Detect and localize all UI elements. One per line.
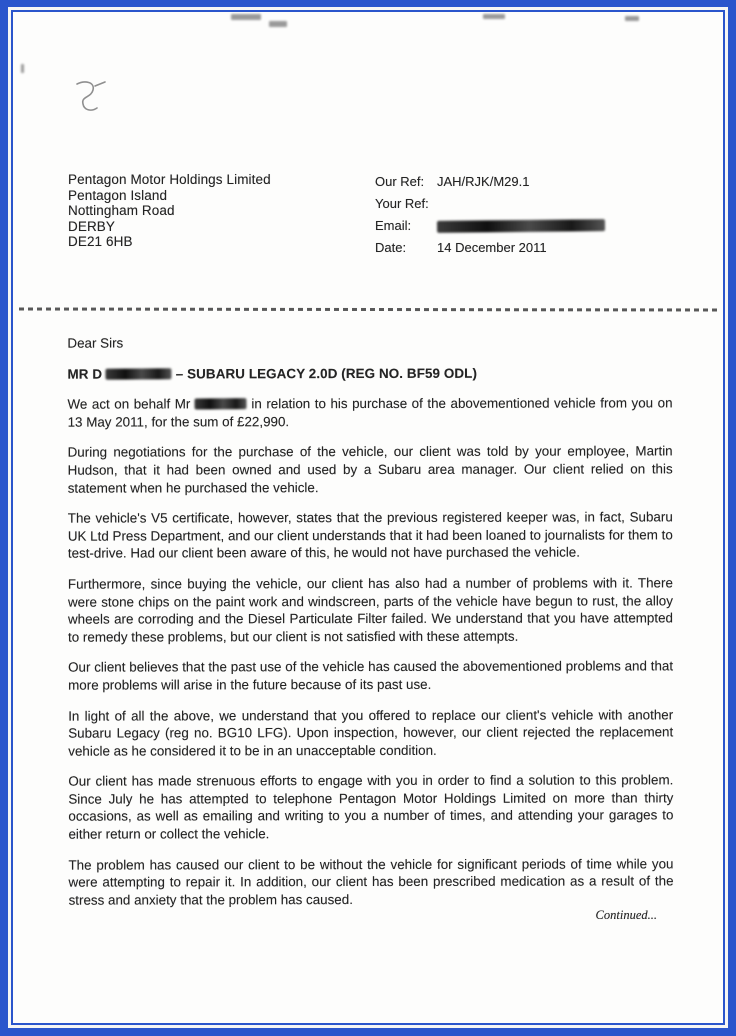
letter-page (11, 10, 725, 1025)
paragraph-opening (68, 395, 673, 431)
date-row (375, 240, 605, 262)
subject-line (67, 364, 672, 383)
address-line: Pentagon Motor Holdings Limited (68, 172, 271, 187)
redacted-name (106, 368, 172, 379)
scan-artifact (21, 64, 24, 73)
reference-block (375, 174, 605, 262)
our-ref-value: JAH/RJK/M29.1 (437, 174, 530, 189)
salutation: Dear Sirs (67, 335, 124, 351)
pen-squiggle-mark (71, 78, 113, 118)
your-ref-label: Your Ref: (375, 196, 429, 211)
address-line: DERBY (68, 218, 116, 234)
continued-marker: Continued... (595, 908, 657, 922)
scan-artifact (483, 14, 505, 19)
email-label: Email: (375, 218, 412, 233)
paragraph: During negotiations for the purchase of the vehicle, our client was told by your employee, Martin Hudson, that it had been owned and used by a Subaru area manager. Our client relied on this statement when he purchased the vehicle. (67, 443, 673, 496)
address-line: Pentagon Island (68, 187, 168, 203)
subject-text-after: – SUBARU LEGACY 2.0D (REG NO. BF59 ODL) (175, 365, 478, 382)
paragraph: Our client has made strenuous efforts to engage with you in order to find a solution to this problem. Since July he has attempted to telephone Pentagon Motor Holdings Limited on more than thirty occasions, as well as emailing and writing to you a number of times, and attending your garages to either return or collect the vehicle. (68, 772, 674, 842)
scan-artifact (625, 16, 639, 21)
date-value: 14 December 2011 (437, 240, 547, 255)
date-label: Date: (375, 240, 407, 255)
opening-text-after: in relation to his purchase of the abovementioned vehicle from you on 13 May 2011, for the sum of £22,990. (67, 395, 673, 430)
email-row (375, 218, 605, 240)
fold-perforation-line (19, 308, 717, 312)
letter-body (67, 333, 673, 922)
our-ref-row (375, 174, 605, 196)
paragraph: Furthermore, since buying the vehicle, our client has also had a number of problems with it. There were stone chips on the paint work and windscreen, parts of the vehicle have begun to rust, the alloy wheels are corroding and the Diesel Particulate Filter failed. We understand that you have attempted to remedy these problems, but our client is not satisfied with these attempts. (67, 575, 673, 645)
scan-artifact (231, 14, 261, 20)
opening-text-before: We act on behalf Mr (67, 396, 191, 412)
paragraph: The vehicle's V5 certificate, however, states that the previous registered keeper was, in fact, Subaru UK Ltd Press Department, and our client understands that it had been loaned to journalists for them to test-drive. Had our client been aware of this, he would not have purchased the vehicle. (67, 509, 673, 561)
scan-artifact (269, 21, 287, 27)
address-line: DE21 6HB (68, 234, 133, 249)
paragraph: Our client believes that the past use of the vehicle has caused the abovementioned problems and that more problems will arise in the future because of its past use. (68, 658, 674, 693)
your-ref-row (375, 196, 605, 218)
paragraph: The problem has caused our client to be without the vehicle for significant periods of time while you were attempting to repair it. In addition, our client has been prescribed medication as a result of the stress and anxiety that the problem has caused. (68, 856, 674, 908)
redacted-name (195, 398, 247, 409)
redacted-email (437, 219, 605, 233)
subject-text-before: MR D (67, 366, 103, 382)
paragraph: In light of all the above, we understand that you offered to replace our client's vehicle with another Subaru Legacy (reg no. BG10 LFG). Upon inspection, however, our client rejected the replacement vehicle as he considered it to be in an unacceptable condition. (68, 706, 674, 759)
scan-frame-gap (8, 7, 728, 1028)
address-line: Nottingham Road (68, 203, 175, 218)
our-ref-label: Our Ref: (375, 174, 425, 189)
recipient-address-block (68, 172, 271, 250)
